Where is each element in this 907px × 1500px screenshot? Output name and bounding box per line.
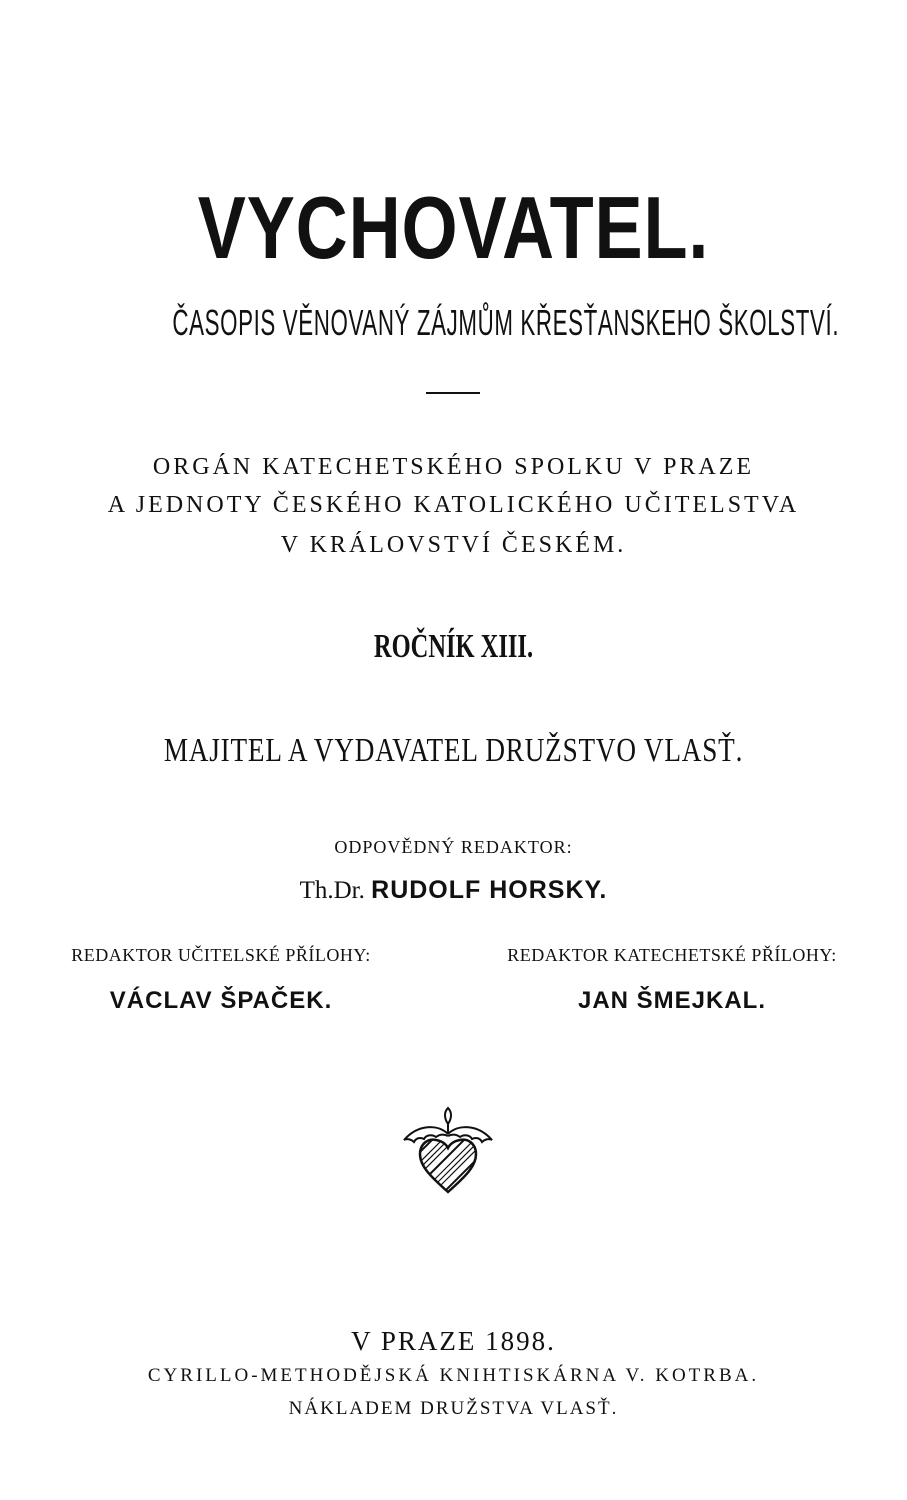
publisher-line: NÁKLADEM DRUŽSTVA VLASŤ. — [288, 1398, 619, 1419]
place-and-year: V PRAZE 1898. — [351, 1326, 556, 1356]
owner-publisher: MAJITEL A VYDAVATEL DRUŽSTVO VLASŤ. — [163, 732, 744, 769]
journal-title: VYCHOVATEL. — [197, 178, 710, 277]
divider — [426, 392, 480, 394]
editor-degree: Th.Dr. — [299, 877, 365, 904]
teacher-supplement-name: VÁCLAV ŠPAČEK. — [109, 987, 333, 1014]
catechetical-supplement-label: REDAKTOR KATECHETSKÉ PŘÍLOHY: — [507, 945, 837, 965]
editor-name: RUDOLF HORSKY. — [371, 876, 608, 904]
journal-subtitle: ČASOPIS VĚNOVANÝ ZÁJMŮM KŘESŤANSKEHO ŠKOLSTVÍ. — [172, 302, 840, 343]
responsible-editor-label: ODPOVĚDNÝ REDAKTOR: — [334, 837, 573, 857]
volume-label: ROČNÍK XIII. — [373, 628, 534, 665]
teacher-supplement-label: REDAKTOR UČITELSKÉ PŘÍLOHY: — [71, 945, 371, 965]
organ-line-1: ORGÁN KATECHETSKÉHO SPOLKU V PRAZE — [152, 454, 755, 480]
responsible-editor — [0, 874, 907, 907]
heart-leaf-ornament-icon — [400, 1104, 496, 1200]
catechetical-supplement-name: JAN ŠMEJKAL. — [577, 987, 767, 1014]
printer-line: CYRILLO-METHODĚJSKÁ KNIHTISKÁRNA V. KOTRBA. — [147, 1365, 760, 1386]
organ-line-3: V KRÁLOVSTVÍ ČESKÉM. — [280, 532, 627, 558]
organ-line-2: A JEDNOTY ČESKÉHO KATOLICKÉHO UČITELSTVA — [107, 492, 800, 518]
